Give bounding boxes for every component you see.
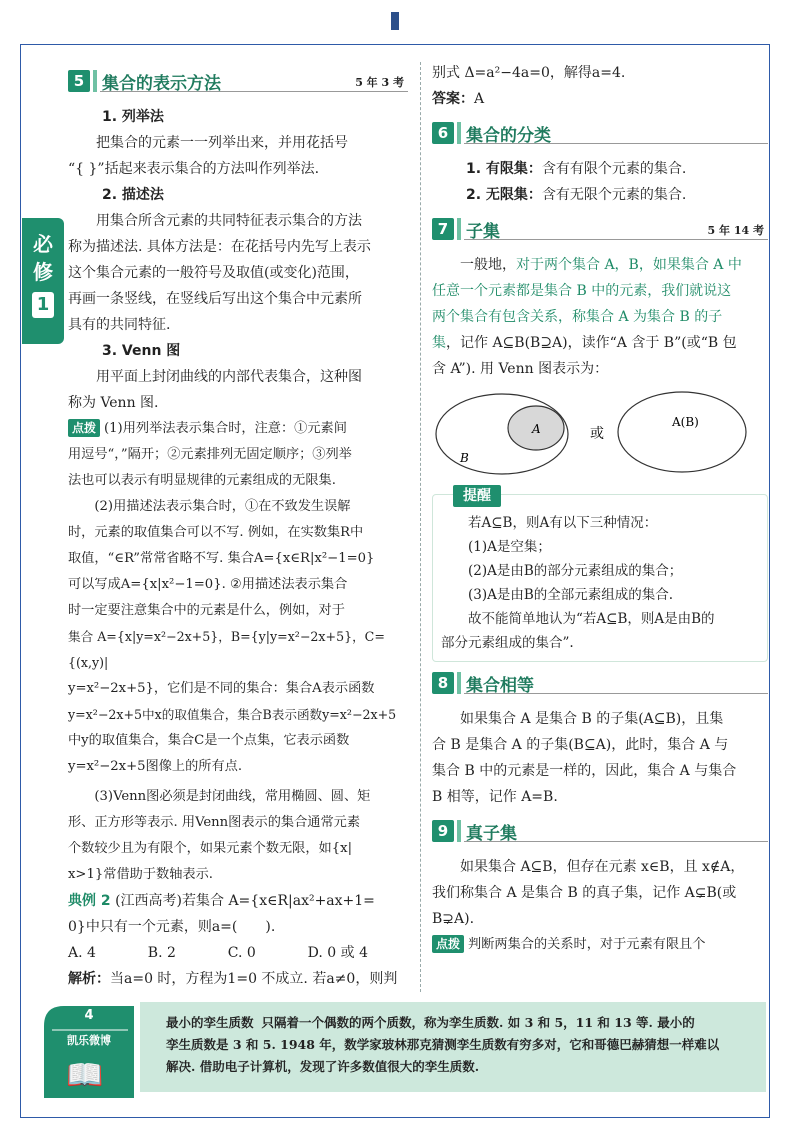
- venn-equal-set: [618, 392, 746, 472]
- venn-equal-label: A(B): [672, 415, 699, 429]
- tip-line: 时，元素的取值集合可以不写. 例如，在实数集R中: [68, 525, 364, 540]
- option-c: C. 0: [227, 945, 256, 961]
- footer-line: 最小的孪生质数 只隔着一个偶数的两个质数，称为孪生质数. 如 3 和 5，11 和 13 等. 最小的: [166, 1015, 695, 1030]
- section-5-heading: [68, 66, 408, 96]
- tip-paragraph: 点拨 (1)用列举法表示集合时，注意：①元素间: [68, 416, 408, 442]
- section-number: 9: [432, 820, 454, 842]
- open-book-icon: 📖: [66, 1058, 104, 1093]
- page-number: 4: [84, 1008, 94, 1023]
- tip-line: 用逗号“，”隔开；②元素排列无固定顺序；③列举: [68, 447, 352, 462]
- reminder-line: (2)A是由B的部分元素组成的集合；: [468, 563, 683, 579]
- tip-badge: 点拨: [432, 935, 464, 953]
- reminder-line: 部分元素组成的集合”.: [441, 635, 574, 651]
- subheading: 1. 列举法: [102, 109, 164, 125]
- paragraph: 用平面上封闭曲线的内部代表集合，这种图: [96, 369, 362, 385]
- answer-options: [68, 940, 408, 966]
- paragraph: 合 B 是集合 A 的子集(B⊆A)，此时，集合 A 与: [432, 737, 729, 753]
- section-6-heading: [432, 118, 768, 148]
- chapter-tab: [22, 218, 64, 344]
- reminder-line: 故不能简单地认为“若A⊆B，则A是由B的: [468, 611, 715, 627]
- section-number: 7: [432, 218, 454, 240]
- solution-continued: 别式 Δ=a²−4a=0，解得a=4.: [432, 65, 626, 81]
- paragraph: 任意一个元素都是集合 B 中的元素，我们就说这: [432, 283, 732, 299]
- tip-line: y=x²−2x+5}，它们是不同的集合：集合A表示函数: [68, 681, 375, 696]
- subheading: 2. 描述法: [102, 187, 164, 203]
- tab-char-1: 必: [33, 232, 53, 256]
- section-title: 集合相等: [466, 675, 534, 696]
- tip-line: 取值，“∈R”常常省略不写. 集合A={x∈R|x²−1=0}: [68, 551, 375, 566]
- list-item: 2. 无限集：含有无限个元素的集合.: [466, 187, 687, 203]
- tip-line: x>1}常借助于数轴表示.: [68, 867, 213, 882]
- paragraph: 含 A”). 用 Venn 图表示为：: [432, 361, 609, 377]
- section-number: 8: [432, 672, 454, 694]
- list-item: 1. 有限集：含有有限个元素的集合.: [466, 161, 687, 177]
- option-b: B. 2: [147, 945, 176, 961]
- section-title: 集合的分类: [466, 125, 551, 146]
- footer-line: 解决. 借助电子计算机，发现了许多数值很大的孪生质数.: [166, 1059, 480, 1074]
- tip-line: 可以写成A={x|x²−1=0}. ②用描述法表示集合: [68, 577, 348, 592]
- tip-line: 集合 A={x|y=x²−2x+5}，B={y|y=x²−2x+5}，C={(x,y)|: [68, 629, 385, 670]
- reminder-line: 若A⊆B，则A有以下三种情况：: [468, 515, 658, 531]
- example-question: 0}中只有一个元素，则a=( ).: [68, 919, 276, 935]
- paragraph: 一般地，对于两个集合 A，B，如果集合 A 中: [460, 257, 742, 273]
- section-number: 5: [68, 70, 90, 92]
- tab-char-2: 修: [33, 260, 53, 284]
- right-column: [432, 60, 768, 958]
- paragraph: 集，记作 A⊆B(B⊇A)，读作“A 含于 B”(或“B 包: [432, 335, 737, 351]
- solution-label: 解析：: [68, 971, 110, 987]
- footer-line: 孪生质数是 3 和 5. 1948 年，数学家玻林那克猜测孪生质数有穷多对，它和哥德巴赫猜想一样难以: [166, 1037, 720, 1052]
- section-title: 真子集: [466, 823, 517, 844]
- tab-number: 1: [32, 292, 54, 318]
- paragraph: 我们称集合 A 是集合 B 的真子集，记作 A⊊B(或: [432, 885, 737, 901]
- section-8-heading: [432, 668, 768, 698]
- paragraph: 这个集合元素的一般符号及取值(或变化)范围，: [68, 265, 359, 281]
- tip-badge: 点拨: [68, 419, 100, 437]
- tip-line: y=x²−2x+5中x的取值集合，集合B表示函数y=x²−2x+5: [68, 707, 397, 722]
- left-column: [68, 60, 408, 992]
- footer-text-box: [140, 1002, 766, 1092]
- paragraph: 如果集合 A 是集合 B 的子集(A⊆B)，且集: [460, 711, 724, 727]
- venn-diagram: [432, 388, 762, 484]
- section-title: 集合的表示方法: [102, 73, 221, 94]
- top-marker: [391, 12, 399, 30]
- tip-line: (2)用描述法表示集合时，①在不致发生误解: [94, 499, 351, 514]
- venn-outer-label: B: [460, 451, 469, 465]
- section-title: 子集: [466, 221, 500, 242]
- solution: 解析：当a=0 时，方程为1=0 不成立. 若a≠0，则判: [68, 971, 398, 987]
- subheading: 3. Venn 图: [102, 343, 181, 359]
- paragraph: “{ }”括起来表示集合的方法叫作列举法.: [68, 161, 320, 177]
- paragraph: 再画一条竖线，在竖线后写出这个集合中元素所: [68, 291, 362, 307]
- exam-frequency: 5 年 14 考: [707, 224, 764, 237]
- paragraph: 具有的共同特征.: [68, 317, 171, 333]
- tip-line: (3)Venn图必须是封闭曲线，常用椭圆、圆、矩: [94, 789, 371, 804]
- paragraph: 把集合的元素一一列举出来，并用花括号: [96, 135, 348, 151]
- exam-frequency: 5 年 3 考: [355, 76, 404, 89]
- reminder-line: (3)A是由B的全部元素组成的集合.: [468, 587, 674, 603]
- paragraph: 集合 B 中的元素是一样的，因此，集合 A 与集合: [432, 763, 737, 779]
- section-number: 6: [432, 122, 454, 144]
- footer-title: 最小的孪生质数: [166, 1015, 254, 1030]
- paragraph: 如果集合 A⊆B，但存在元素 x∈B，且 x∉A，: [460, 859, 745, 875]
- tip-line: y=x²−2x+5图像上的所有点.: [68, 759, 243, 774]
- footer-logo-text: 凯乐微博: [67, 1034, 111, 1047]
- section-9-heading: [432, 816, 768, 846]
- footer-banner: [44, 1002, 766, 1102]
- reminder-box: [432, 488, 768, 662]
- tip-line: 法也可以表示有明显规律的元素组成的无限集.: [68, 473, 336, 488]
- column-divider: [420, 62, 421, 992]
- option-a: A. 4: [68, 945, 96, 961]
- reminder-label: 提醒: [453, 485, 501, 507]
- reminder-line: (1)A是空集；: [468, 539, 551, 555]
- example-label: 典例 2: [68, 893, 111, 909]
- venn-inner-label: A: [532, 422, 541, 436]
- tip-paragraph: 点拨 判断两集合的关系时，对于元素有限且个: [432, 932, 768, 958]
- paragraph: 称为 Venn 图.: [68, 395, 159, 411]
- paragraph: 用集合所含元素的共同特征表示集合的方法: [96, 213, 362, 229]
- paragraph: B 相等，记作 A=B.: [432, 789, 558, 805]
- paragraph: B⊋A).: [432, 911, 475, 927]
- tip-line: 时一定要注意集合中的元素是什么，例如，对于: [68, 603, 345, 618]
- paragraph: 两个集合有包含关系，称集合 A 为集合 B 的子: [432, 309, 723, 325]
- tip-line: 形、正方形等表示. 用Venn图表示的集合通常元素: [68, 815, 361, 830]
- tip-line: 个数较少且为有限个，如果元素个数无限，如{x|: [68, 841, 353, 856]
- option-d: D. 0 或 4: [307, 945, 368, 961]
- tip-line: 中y的取值集合，集合C是一个点集，它表示函数: [68, 733, 350, 748]
- venn-or-label: 或: [590, 426, 604, 442]
- example-question: 典例 2 (江西高考)若集合 A={x∈R|ax²+ax+1=: [68, 893, 375, 909]
- paragraph: 称为描述法. 具体方法是：在花括号内先写上表示: [68, 239, 371, 255]
- section-7-heading: [432, 214, 768, 244]
- answer: 答案：A: [432, 91, 485, 107]
